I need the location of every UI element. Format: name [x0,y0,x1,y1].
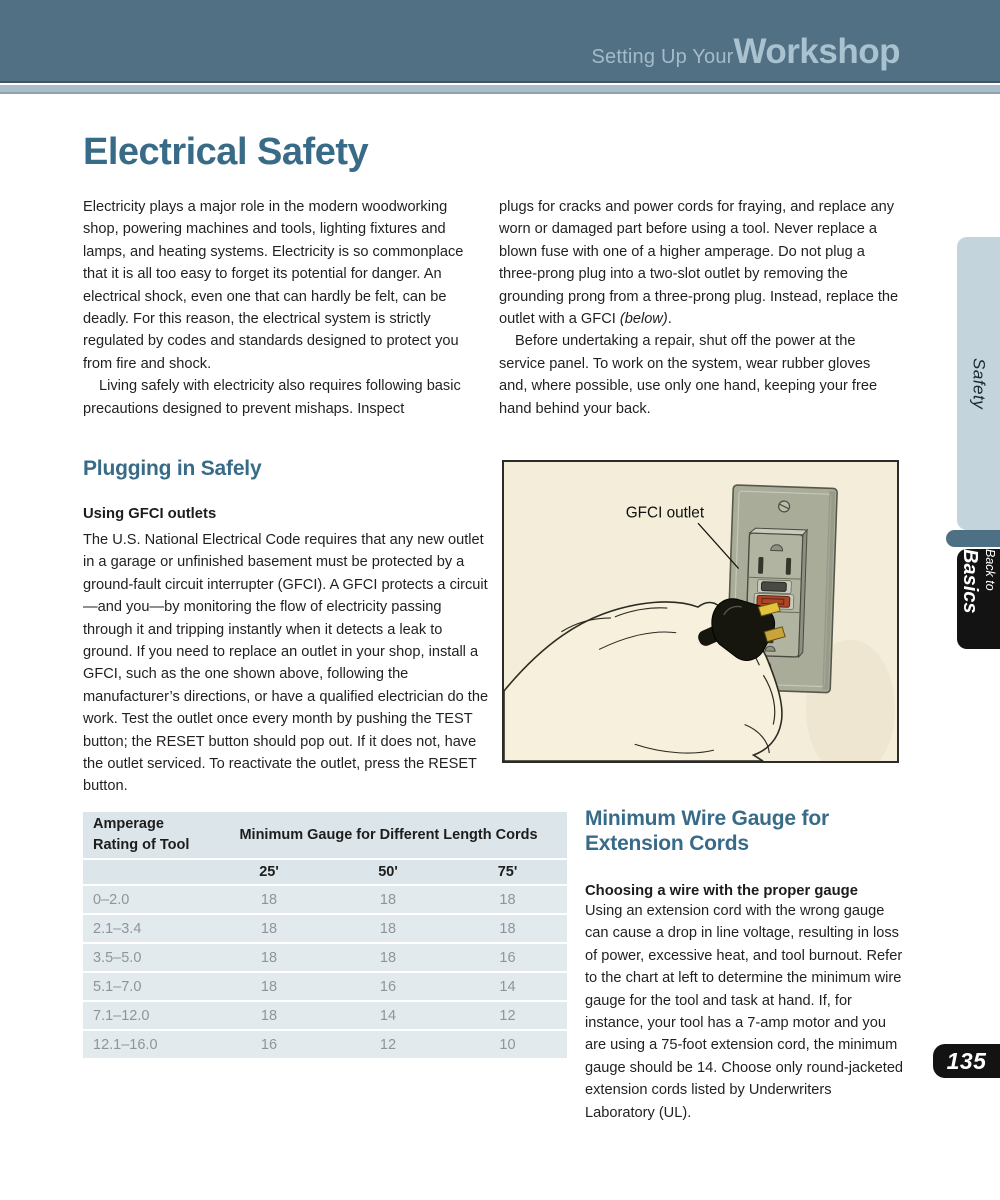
cell-amps: 2.1–3.4 [83,915,210,942]
cell-amps: 12.1–16.0 [83,1031,210,1058]
table-col1-header: Amperage Rating of Tool [83,812,210,858]
sidebar-accent-band [946,530,1000,547]
page-number: 135 [946,1047,987,1074]
table-length-header: 50' [328,860,448,884]
table-length-header: 25' [210,860,328,884]
subhead-choosing-wire: Choosing a wire with the proper gauge [585,883,858,899]
cell-gauge: 14 [328,1002,448,1029]
cell-gauge: 18 [210,1002,328,1029]
table-row [83,915,567,942]
cell-amps: 5.1–7.0 [83,973,210,1000]
sidebar-tab-safety [957,237,1000,530]
cell-gauge: 18 [448,886,567,913]
intro-column-right [499,196,902,420]
table-row [83,886,567,913]
intro-paragraph: Electricity plays a major role in the modern woodworking shop, powering machines and tools, lighting fixtures and lamps, and heating systems. Electricity is so commonplace that it is all too easy to forget its potential for danger. An electrical shock, even one that can hardly be felt, can be deadly. For this reason, the electrical system is strictly regulated by codes and standards designed to protect you from fire and shock. [83,199,464,372]
cell-gauge: 14 [448,973,567,1000]
gfci-paragraph: The U.S. National Electrical Code requires that any new outlet in a garage or unfinished basement must be protected by a ground-fault circuit interrupter (GFCI). A GFCI protects a circuit—and you—by monitoring the flow of electricity passing through it and tripping instantly when it detects a leak to ground. If you need to replace an outlet in your shop, install a GFCI, such as the one shown above, following the manufacturer’s directions, or have a qualified electrician do the work. Test the outlet once every month by pushing the TEST button; the RESET button should pop out. If it does not, have the outlet serviced. To reactivate the outlet, press the RESET button. [83,532,489,795]
wire-gauge-section [585,806,905,1124]
table-empty-cell [83,860,210,884]
cell-gauge: 12 [328,1031,448,1058]
intro-paragraph [499,196,902,330]
cell-gauge: 16 [328,973,448,1000]
test-button [761,582,786,592]
chapter-title: Workshop [733,32,900,71]
cell-gauge: 10 [448,1031,567,1058]
cell-amps: 7.1–12.0 [83,1002,210,1029]
gfci-illustration-canvas [504,462,897,761]
cell-amps: 3.5–5.0 [83,944,210,971]
table-row [83,944,567,971]
wire-gauge-table [83,810,567,1060]
table-row [83,1031,567,1058]
outlet-slot-right [786,558,792,575]
outlet-slot-left [758,557,764,574]
table-header-row [83,812,567,858]
cell-gauge: 12 [448,1002,567,1029]
page-title: Electrical Safety [83,131,369,173]
section-heading-plugging-in-safely: Plugging in Safely [83,457,262,480]
intro-paragraph: Before undertaking a repair, shut off the power at the service panel. To work on the system, wear rubber gloves and, where possible, use only one hand, keeping your free hand behind your back. [499,333,878,417]
table-span-header: Minimum Gauge for Different Length Cords [210,812,567,858]
section-heading-wire-gauge: Minimum Wire Gauge for Extension Cords [585,807,829,855]
wire-gauge-body-text [585,900,905,1124]
chapter-header-text [592,32,900,72]
cell-gauge: 18 [328,915,448,942]
plate-screw-top [778,501,789,512]
intro-text-run: plugs for cracks and power cords for fraying, and replace any worn or damaged part before using a tool. Never replace a blown fuse with one of a higher amperage. Do not plug a three-prong plug into a two-slot outlet by removing the grounding prong from a three-prong plug. Instead, replace the outlet with a GFCI [499,199,899,328]
intro-text-run: . [667,311,672,328]
chapter-header-bar [0,0,1000,83]
table-row [83,1002,567,1029]
intro-column-left [83,196,486,420]
page-number-badge [933,1044,1000,1078]
cell-gauge: 18 [210,915,328,942]
cell-amps: 0–2.0 [83,886,210,913]
cell-gauge: 18 [448,915,567,942]
wire-gauge-paragraph: Using an extension cord with the wrong gauge can cause a drop in line voltage, resulting in loss of power, excessive heat, and tool burnout. Refer to the chart at left to determine the minimum wire gauge for the tool and task at hand. If, for instance, your tool has a 7-amp motor and you are using a 75-foot extension cord, the minimum gauge should be 14. Choose only round-jacketed extension cords listed by Underwriters Laboratory (UL). [585,903,904,1121]
chapter-kicker: Setting Up Your [591,46,734,68]
subhead-using-gfci-outlets: Using GFCI outlets [83,506,217,522]
gfci-body-text [83,529,491,798]
sidebar-tab-safety-label: Safety [969,357,989,410]
cell-gauge: 18 [328,944,448,971]
cell-gauge: 18 [210,886,328,913]
cell-gauge: 16 [210,1031,328,1058]
figure-callout-label: GFCI outlet [625,504,705,522]
header-accent-strip [0,85,1000,94]
table-row [83,973,567,1000]
back-to-text: Back to [983,549,997,591]
table-length-header: 75' [448,860,567,884]
basics-text: Basics [959,549,981,614]
cell-gauge: 18 [328,886,448,913]
cell-gauge: 16 [448,944,567,971]
intro-text-italic: (below) [619,311,668,328]
sidebar-tab-back-to-basics [957,549,1000,649]
table-length-header-row [83,860,567,884]
cell-gauge: 18 [210,973,328,1000]
cell-gauge: 18 [210,944,328,971]
gfci-outlet-illustration [502,460,899,763]
intro-paragraph: Living safely with electricity also requires following basic precautions designed to prevent mishaps. Inspect [83,378,461,417]
sidebar-tab-basics-label [958,549,999,649]
